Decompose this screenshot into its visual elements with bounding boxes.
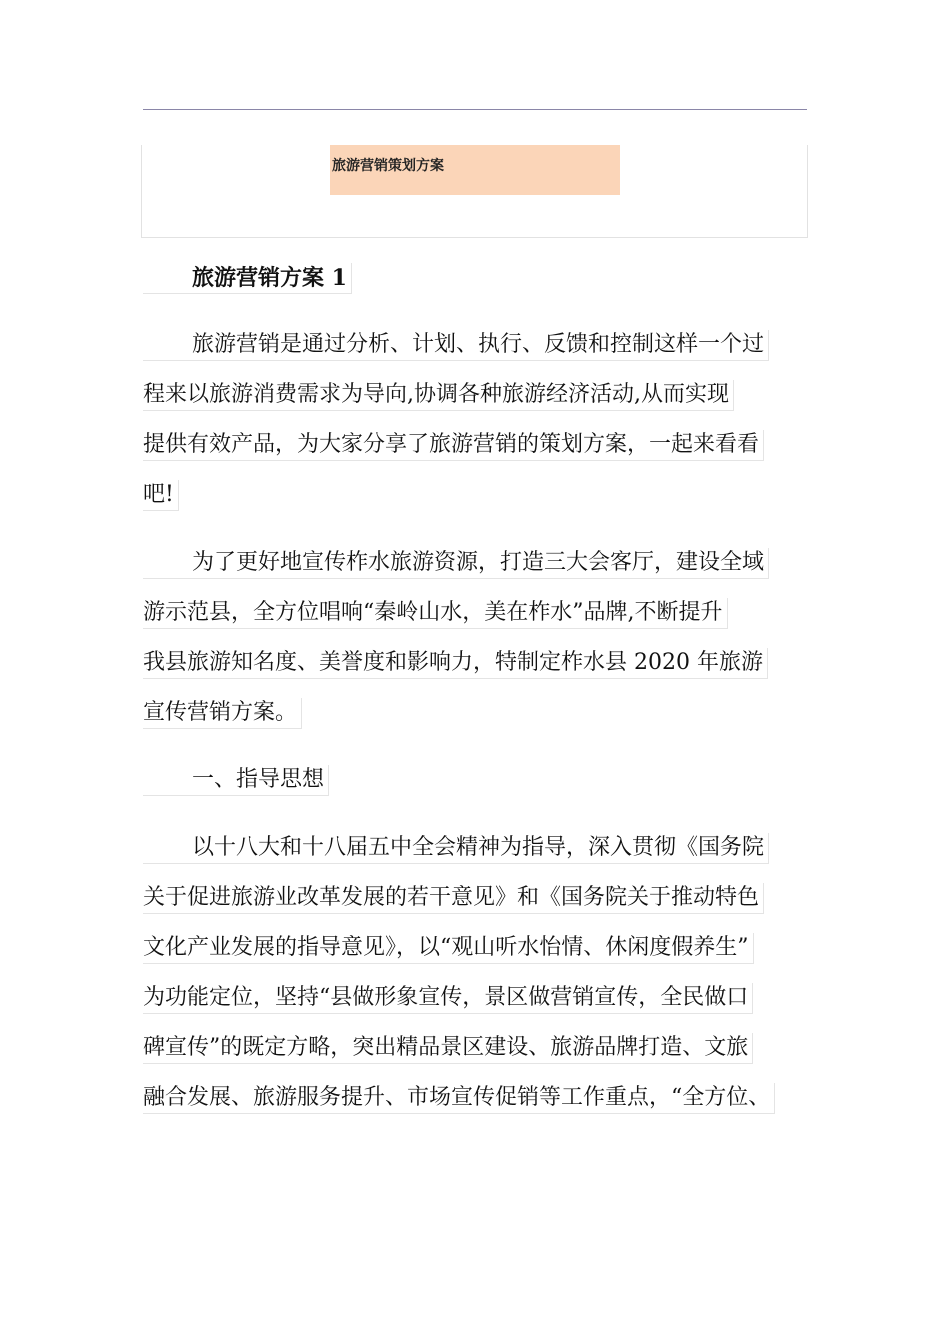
paragraph-line: 融合发展、旅游服务提升、市场宣传促销等工作重点，“全方位、 — [143, 1083, 775, 1114]
paragraph-line: 提供有效产品，为大家分享了旅游营销的策划方案，一起来看看 — [143, 430, 764, 461]
document-title: 旅游营销策划方案 — [332, 158, 444, 174]
paragraph-line: 为了更好地宣传柞水旅游资源，打造三大会客厅，建设全域 — [143, 548, 769, 579]
paragraph-line: 宣传营销方案。 — [143, 698, 302, 729]
section-heading: 旅游营销方案 1 — [143, 263, 352, 294]
paragraph-line: 为功能定位，坚持“县做形象宣传，景区做营销宣传，全民做口 — [143, 983, 753, 1014]
subsection-heading: 一、指导思想 — [143, 765, 329, 796]
document-title-band — [330, 145, 620, 195]
paragraph-line: 碑宣传”的既定方略，突出精品景区建设、旅游品牌打造、文旅 — [143, 1033, 753, 1064]
paragraph-line: 程来以旅游消费需求为导向,协调各种旅游经济活动,从而实现 — [143, 380, 734, 411]
paragraph-line: 我县旅游知名度、美誉度和影响力，特制定柞水县 2020 年旅游 — [143, 648, 768, 679]
paragraph-line: 游示范县，全方位唱响“秦岭山水，美在柞水”品牌,不断提升 — [143, 598, 728, 629]
header-rule — [143, 109, 807, 110]
paragraph-line: 关于促进旅游业改革发展的若干意见》和《国务院关于推动特色 — [143, 883, 764, 914]
paragraph-line: 以十八大和十八届五中全会精神为指导，深入贯彻《国务院 — [143, 833, 769, 864]
paragraph-line: 旅游营销是通过分析、计划、执行、反馈和控制这样一个过 — [143, 330, 769, 361]
paragraph-line: 吧! — [143, 480, 179, 511]
paragraph-line: 文化产业发展的指导意见》，以“观山听水怡情、休闲度假养生” — [143, 933, 754, 964]
